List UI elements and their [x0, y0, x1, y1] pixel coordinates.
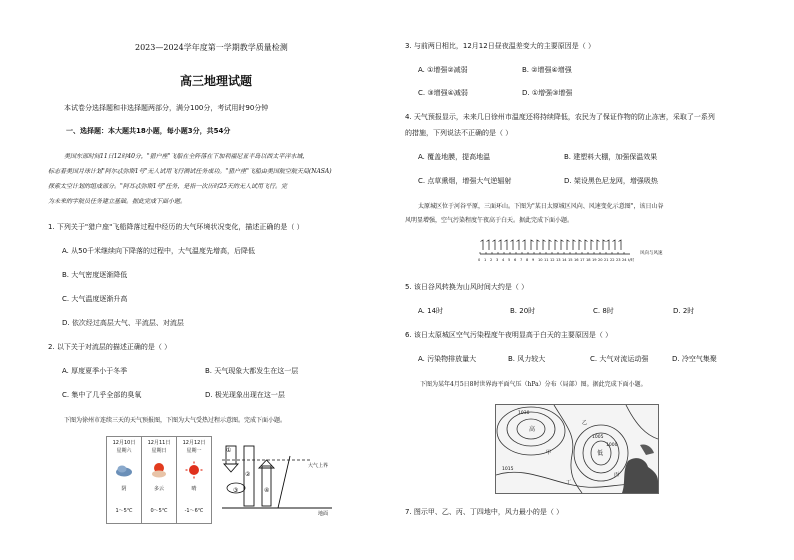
- wind-barb: [493, 240, 496, 250]
- forecast-temp: 1～5℃: [115, 508, 133, 514]
- wind-barb: [543, 240, 546, 250]
- passage-line: 标志着美国月球计划"阿尔忒弥斯1号"无人试用飞行测试任务成功。"猎户座"飞船由美国航空航天局(NASA): [48, 168, 332, 175]
- passage-line: 美国东部时间11日12时40分，"猎户座"飞船在全阵落在下加利福尼亚半岛以西太平洋水域，: [64, 153, 309, 160]
- question-4-stem: 的措施，下列说法不正确的是（ ）: [405, 129, 513, 137]
- forecast-card: [141, 436, 177, 524]
- wind-legend: 风向与风速: [640, 251, 663, 256]
- q3-option-b[interactable]: B. ②增强④增强: [522, 66, 572, 74]
- q3-option-c[interactable]: C. ③增强④减弱: [418, 89, 468, 97]
- isobar-value: 1000: [606, 443, 618, 448]
- wind-barb: [555, 240, 558, 250]
- forecast-card: [176, 436, 212, 524]
- q5-option-a[interactable]: A. 14时: [418, 307, 444, 315]
- axis-tick-label: 12: [550, 258, 555, 262]
- axis-tick-label: 10: [538, 258, 543, 262]
- diagram-number: ②: [245, 471, 251, 478]
- axis-tick-label: 2: [490, 258, 493, 262]
- q2-option-a[interactable]: A. 厚度夏季小于冬季: [62, 367, 128, 375]
- map-intro: 下图为某年4月5日8时世界海平面气压（hPa）分布（局部）图。据此完成下面小题。: [420, 381, 647, 388]
- q1-option-b[interactable]: B. 大气密度逐渐降低: [62, 271, 128, 279]
- question-6-stem: 6. 该日太原城区空气污染程度午夜明显高于白天的主要原因是（ ）: [405, 331, 613, 339]
- isobar-value: 1015: [502, 467, 514, 472]
- axis-tick-label: 15: [568, 258, 573, 262]
- axis-tick-label: 11: [544, 258, 549, 262]
- wind-barb: [607, 240, 610, 250]
- forecast-temp: -1～6℃: [184, 508, 204, 514]
- axis-tick-label: 20: [598, 258, 603, 262]
- q2-option-d[interactable]: D. 极光现象出现在这一层: [205, 391, 285, 399]
- axis-tick-label: 23: [616, 258, 621, 262]
- q1-option-d[interactable]: D. 依次经过高层大气、平流层、对流层: [62, 319, 184, 327]
- point-ding: 丁: [566, 480, 572, 486]
- question-2-stem: 2. 以下关于对流层的描述正确的是（ ）: [48, 343, 172, 351]
- diagram-number: ①: [226, 447, 232, 454]
- wind-barb: [591, 240, 594, 250]
- wind-barb: [619, 240, 622, 250]
- question-1-stem: 1. 下列关于"猎户座"飞船降落过程中经历的大气环境状况变化，描述正确的是（ ）: [48, 223, 304, 231]
- diagram-label-ground: 地面: [318, 511, 329, 517]
- forecast-day: 星期日: [151, 448, 167, 454]
- partly-cloudy-icon: [150, 461, 168, 479]
- axis-tick-label: 4: [502, 258, 505, 262]
- axis-tick-label: 19: [592, 258, 597, 262]
- axis-tick-label: 1: [484, 258, 487, 262]
- wind-intro: 太原城区位于河谷平原，三面环山。下图为"某日太原城区风向、风速变化示意图"，该日山谷: [418, 203, 664, 210]
- isobar-map: [495, 404, 659, 494]
- question-4-stem: 4. 天气预报显示，未来几日徐州市温度还将持续降低，农民为了保证作物的防止冻害，采取了一系列: [405, 113, 715, 121]
- wind-barb: [603, 240, 606, 250]
- wind-barb: [585, 240, 588, 250]
- high-pressure-label: 高: [529, 426, 536, 433]
- low-pressure-label: 低: [597, 450, 604, 457]
- wind-barb: [499, 240, 502, 250]
- forecast-day: 星期一: [186, 448, 202, 454]
- axis-tick-label: 13: [556, 258, 561, 262]
- page-title: 高三地理试题: [180, 74, 253, 88]
- question-3-stem: 3. 与前两日相比，12月12日昼夜温差变大的主要原因是（ ）: [405, 42, 595, 50]
- forecast-day: 星期六: [116, 448, 132, 454]
- sunny-icon: [185, 461, 203, 479]
- wind-barb: [481, 240, 484, 250]
- axis-tick-label: 24: [622, 258, 627, 262]
- atmosphere-heating-diagram: [222, 440, 342, 520]
- wind-barb: [487, 240, 490, 250]
- wind-barb: [505, 240, 508, 250]
- wind-barb: [537, 240, 540, 250]
- diagram-number: ④: [264, 487, 270, 494]
- axis-tick-label: 21: [604, 258, 609, 262]
- wind-barb: [523, 240, 526, 250]
- diagram-number: ③: [233, 487, 239, 494]
- wind-barb: [561, 240, 564, 250]
- q3-option-a[interactable]: A. ①增强②减弱: [418, 66, 468, 74]
- isobar-value: 1005: [592, 435, 604, 440]
- axis-tick-label: 8: [526, 258, 529, 262]
- diagram-label-upper: 大气上界: [308, 463, 329, 469]
- q4-option-c[interactable]: C. 点草熏烟，增强大气逆辐射: [418, 177, 512, 185]
- q6-option-d[interactable]: D. 冷空气集聚: [672, 355, 717, 363]
- axis-tick-label: 16: [574, 258, 579, 262]
- q1-option-a[interactable]: A. 从50千米继续向下降落的过程中，大气温度先增高，后降低: [62, 247, 256, 255]
- wind-intro: 风明显增强，空气污染程度午夜高于白天。据此完成下面小题。: [405, 217, 574, 224]
- question-5-stem: 5. 该日谷风转换为山风时间大约是（ ）: [405, 283, 529, 291]
- point-jia: 甲: [546, 450, 552, 456]
- forecast-date: 12月10日: [112, 440, 136, 446]
- wind-barb: [613, 240, 616, 250]
- q6-option-a[interactable]: A. 污染物排放量大: [418, 355, 477, 363]
- q2-option-b[interactable]: B. 天气现象大都发生在这一层: [205, 367, 299, 375]
- wind-barb: [531, 240, 534, 250]
- axis-tick-label: 14: [562, 258, 567, 262]
- q1-option-c[interactable]: C. 大气温度逐渐升高: [62, 295, 128, 303]
- axis-tick-label: 9: [532, 258, 535, 262]
- section-heading: 一、选择题：本大题共18小题，每小题3分，共54分: [66, 127, 231, 135]
- q4-option-b[interactable]: B. 建塑料大棚，加强保温效果: [564, 153, 658, 161]
- wind-barb: [579, 240, 582, 250]
- exam-notice: 本试卷分选择题和非选择题两部分，满分100分，考试用时90分钟: [64, 104, 269, 112]
- q6-option-c[interactable]: C. 大气对流运动强: [590, 355, 649, 363]
- wind-barb-strip: [478, 236, 648, 260]
- wind-barb: [573, 240, 576, 250]
- forecast-card: [106, 436, 142, 524]
- axis-tick-label: 0: [478, 258, 481, 262]
- q3-option-d[interactable]: D. ①增强③增强: [522, 89, 573, 97]
- q4-option-d[interactable]: D. 架设黑色尼龙网，增强吸热: [564, 177, 658, 185]
- axis-tick-label: 22: [610, 258, 615, 262]
- forecast-condition: 多云: [153, 486, 164, 492]
- wind-barb: [549, 240, 552, 250]
- wind-barb: [517, 240, 520, 250]
- wind-time-axis: [478, 258, 648, 266]
- q2-option-c[interactable]: C. 集中了几乎全部的臭氧: [62, 391, 142, 399]
- isobar-value: 1030: [518, 411, 530, 416]
- axis-tick-label: 6: [514, 258, 517, 262]
- q5-option-d[interactable]: D. 2时: [673, 307, 695, 315]
- forecast-condition: 晴: [191, 486, 197, 492]
- axis-tick-label: 3: [496, 258, 499, 262]
- axis-tick-label: 7: [520, 258, 523, 262]
- point-yi: 乙: [582, 420, 588, 426]
- forecast-date: 12月11日: [147, 440, 171, 446]
- exam-header: 2023—2024学年度第一学期教学质量检测: [135, 43, 288, 52]
- point-bing: 丙: [614, 472, 620, 478]
- axis-tick-label: t/时: [628, 258, 635, 262]
- q6-option-b[interactable]: B. 风力较大: [508, 355, 546, 363]
- wind-barb: [597, 240, 600, 250]
- cloudy-icon: [115, 461, 133, 479]
- isobar-lines: [496, 405, 658, 493]
- q4-option-a[interactable]: A. 覆盖地膜，提高地温: [418, 153, 491, 161]
- wind-barb: [511, 240, 514, 250]
- forecast-temp: 0～5℃: [150, 508, 168, 514]
- q5-option-b[interactable]: B. 20时: [510, 307, 536, 315]
- weather-intro: 下图为徐州市连续三天的天气预报图，下图为大气受热过程示意图。完成下面小题。: [64, 417, 287, 424]
- axis-tick-label: 18: [586, 258, 591, 262]
- q5-option-c[interactable]: C. 8时: [593, 307, 614, 315]
- axis-tick-label: 17: [580, 258, 585, 262]
- forecast-condition: 阴: [121, 486, 127, 492]
- axis-tick-label: 5: [508, 258, 511, 262]
- passage-line: 为未来的字航员任务建立基础。据此完成下面小题。: [48, 198, 187, 205]
- forecast-date: 12月12日: [182, 440, 206, 446]
- wind-barb: [567, 240, 570, 250]
- passage-line: 探索太空计划的组成部分。"阿耳忒弥斯1号"任务，是指一次历时25天的无人试用飞行。完: [48, 183, 287, 190]
- question-7-stem: 7. 图示甲、乙、丙、丁四地中，风力最小的是（ ）: [405, 508, 564, 516]
